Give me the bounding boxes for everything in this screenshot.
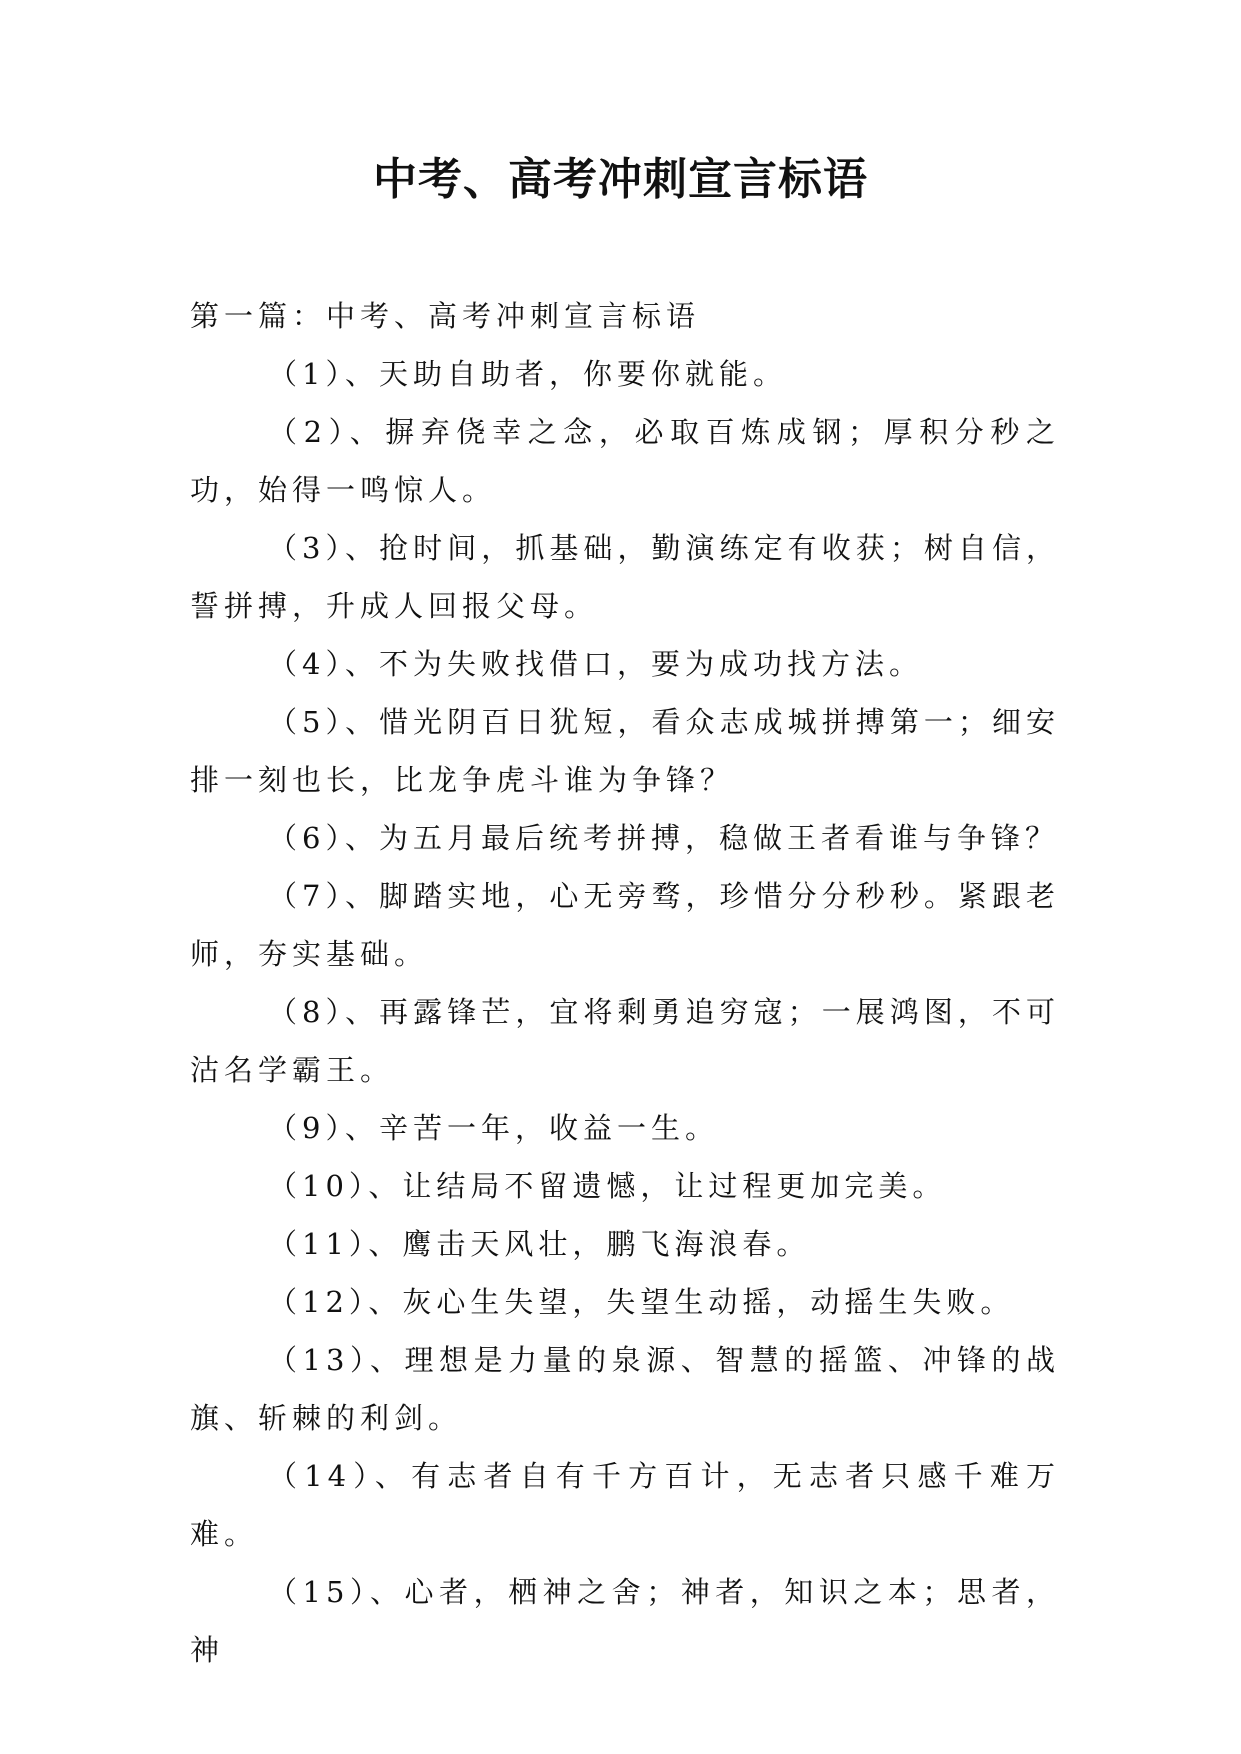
slogan-item-8: （8）、再露锋芒，宜将剩勇追穷寇；一展鸿图，不可沽名学霸王。 [190, 995, 1060, 1087]
slogan-item-2: （2）、摒弃侥幸之念，必取百炼成钢；厚积分秒之功，始得一鸣惊人。 [190, 415, 1060, 507]
slogan-item-1: （1）、天助自助者，你要你就能。 [268, 357, 787, 391]
section-heading: 第一篇：中考、高考冲刺宣言标语 [190, 299, 701, 333]
slogan-item-13: （13）、理想是力量的泉源、智慧的摇篮、冲锋的战旗、斩棘的利剑。 [190, 1343, 1060, 1435]
slogan-item-14: （14）、有志者自有千方百计，无志者只感千难万难。 [190, 1459, 1060, 1551]
page-title: 中考、高考冲刺宣言标语 [373, 154, 868, 205]
slogan-item-12: （12）、灰心生失望，失望生动摇，动摇生失败。 [268, 1285, 1015, 1319]
slogan-item-4: （4）、不为失败找借口，要为成功找方法。 [268, 647, 923, 681]
slogan-item-6: （6）、为五月最后统考拼搏，稳做王者看谁与争锋？ [268, 821, 1059, 855]
slogan-item-5: （5）、惜光阴百日犹短，看众志成城拼搏第一；细安排一刻也长，比龙争虎斗谁为争锋？ [190, 705, 1060, 797]
slogan-item-15: （15）、心者，栖神之舍；神者，知识之本；思者，神 [190, 1575, 1060, 1667]
slogan-item-9: （9）、辛苦一年，收益一生。 [268, 1111, 719, 1145]
document-body [190, 287, 1060, 1679]
slogan-item-3: （3）、抢时间，抓基础，勤演练定有收获；树自信，誓拼搏，升成人回报父母。 [190, 531, 1060, 623]
slogan-item-7: （7）、脚踏实地，心无旁骛，珍惜分分秒秒。紧跟老师，夯实基础。 [190, 879, 1060, 971]
slogan-item-10: （10）、让结局不留遗憾，让过程更加完美。 [268, 1169, 947, 1203]
slogan-item-11: （11）、鹰击天风壮，鹏飞海浪春。 [268, 1227, 811, 1261]
